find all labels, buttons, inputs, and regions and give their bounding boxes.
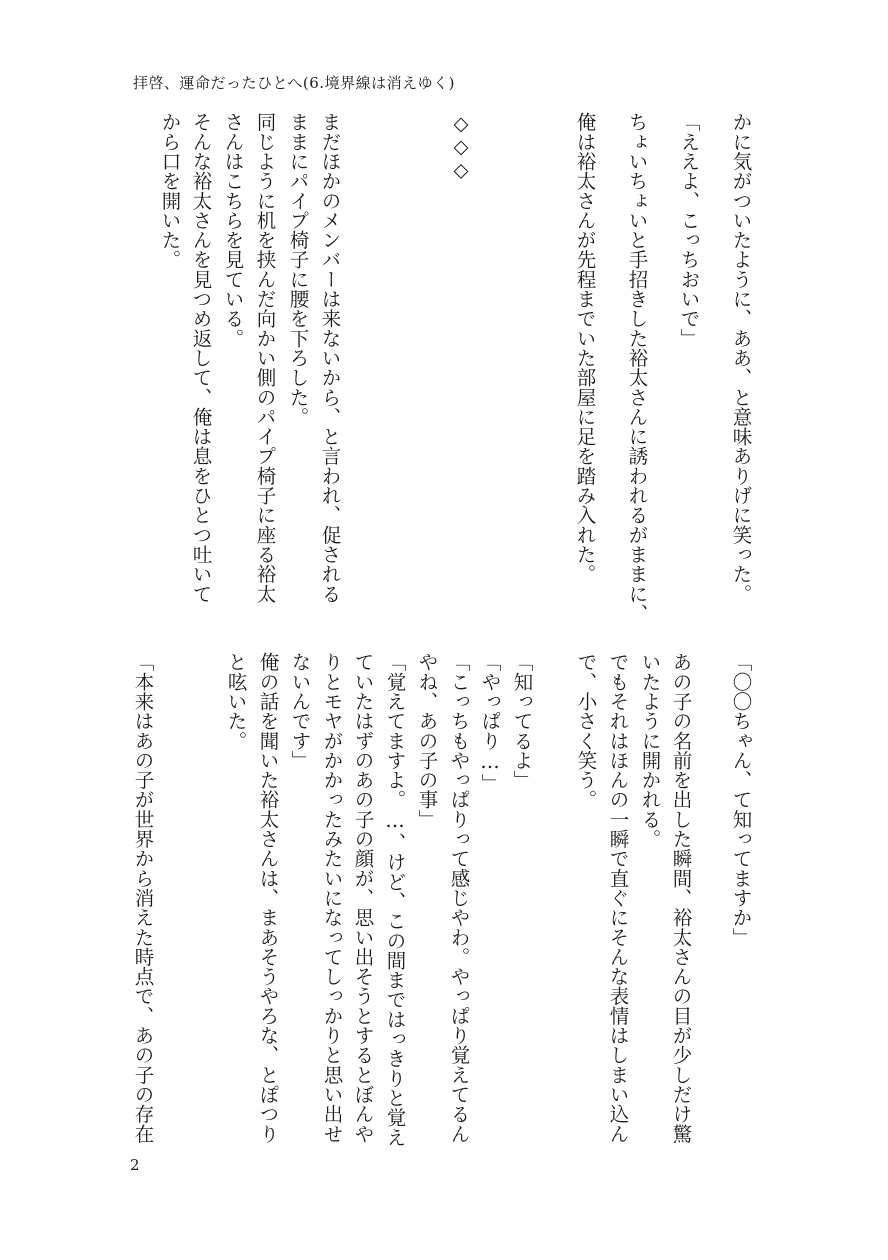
text-column: と呟いた。 xyxy=(224,652,248,751)
text-column: 「やっぱり…」 xyxy=(478,652,502,794)
text-column: かに気がついたように、ああ、と意味ありげに笑った。 xyxy=(729,112,753,604)
text-column: から口を開いた。 xyxy=(158,112,182,270)
text-column: りとモヤがかかったみたいになってしっかりと思い出せ xyxy=(320,652,344,1144)
text-column: 俺の話を聞いた裕太さんは、まあそうやろな、とぽつり xyxy=(256,652,280,1144)
text-column: やね、あの子の事」 xyxy=(415,652,439,829)
text-column: でもそれはほんの一瞬で直ぐにそんな表情はしまい込ん xyxy=(606,652,630,1144)
page-number: 2 xyxy=(130,1156,140,1174)
text-column: で、小さく笑う。 xyxy=(574,652,598,810)
text-column: ないんです」 xyxy=(288,652,312,770)
text-column: 同じように机を挟んだ向かい側のパイプ椅子に座る裕太 xyxy=(253,112,277,604)
text-column: 「〇〇ちゃん、て知ってますか」 xyxy=(729,652,753,947)
section-break: ◇◇◇ xyxy=(449,112,473,182)
text-column: 「ええよ、こっちおいで」 xyxy=(677,112,701,348)
text-column: まだほかのメンバーは来ないから、と言われ、促される xyxy=(318,112,342,604)
text-column: そんな裕太さんを見つめ返して、俺は息をひとつ吐いて xyxy=(189,112,213,604)
text-column: 「こっちもやっぱりって感じやわ。やっぱり覚えてるん xyxy=(447,652,471,1144)
page-header: 拝啓、運命だったひとへ(6.境界線は消えゆく) xyxy=(133,74,455,92)
text-column: 「知ってるよ」 xyxy=(510,652,534,790)
text-column: ていたはずのあの子の顔が、思い出そうとするとぼんや xyxy=(351,652,375,1144)
text-column: いたように開かれる。 xyxy=(638,652,662,849)
text-column: 「本来はあの子が世界から消えた時点で、あの子の存在 xyxy=(131,652,155,1144)
text-column: ままにパイプ椅子に腰を下ろした。 xyxy=(286,112,310,427)
text-column: ちょいちょいと手招きした裕太さんに誘われるがままに、 xyxy=(625,112,649,623)
text-column: 俺は裕太さんが先程までいた部屋に足を踏み入れた。 xyxy=(573,112,597,584)
text-column: あの子の名前を出した瞬間、裕太さんの目が少しだけ驚 xyxy=(669,652,693,1144)
text-column: さんはこちらを見ている。 xyxy=(221,112,245,348)
text-column: 「覚えてますよ。…、けど、この間まではっきりと覚え xyxy=(383,652,407,1147)
